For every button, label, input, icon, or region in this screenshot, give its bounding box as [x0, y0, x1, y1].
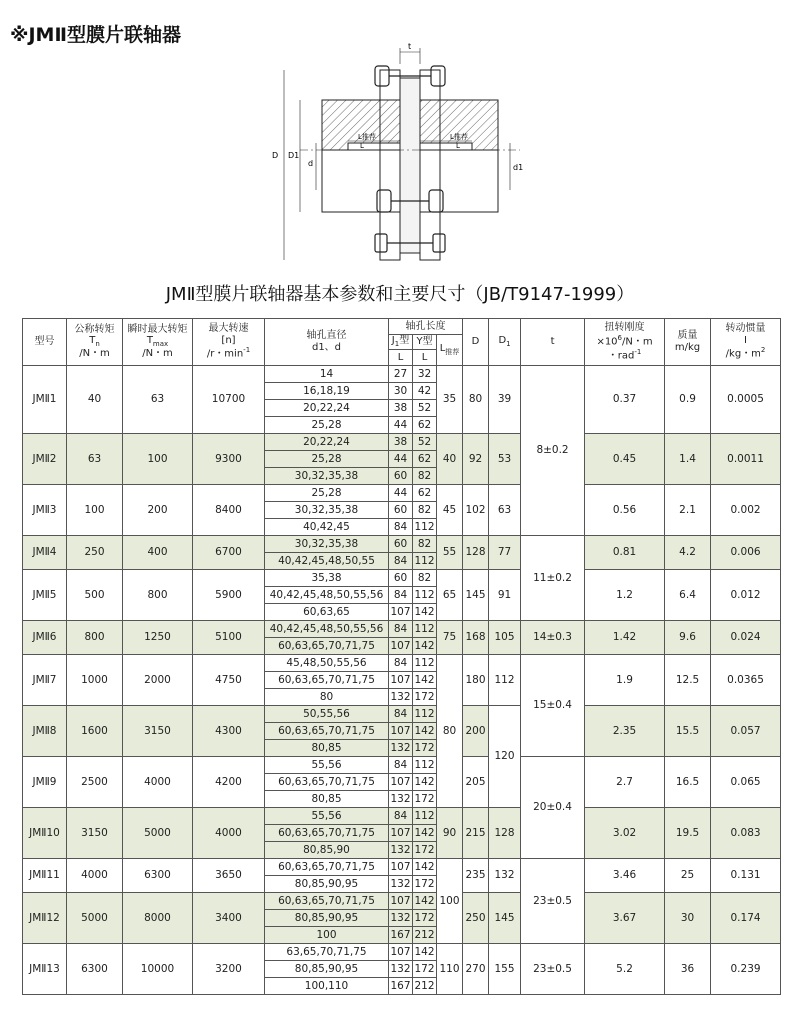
- label-l-left: L: [360, 142, 364, 150]
- table-cell: 44: [389, 416, 413, 433]
- table-cell: 16.5: [665, 756, 711, 807]
- table-cell: 2500: [67, 756, 123, 807]
- table-cell: 0.239: [711, 943, 781, 994]
- table-cell: 250: [463, 892, 489, 943]
- table-cell: 60,63,65,70,71,75: [265, 858, 389, 875]
- table-cell: 4750: [193, 654, 265, 705]
- table-cell: 9.6: [665, 620, 711, 654]
- table-cell: 6.4: [665, 569, 711, 620]
- table-cell: 0.56: [585, 484, 665, 535]
- table-cell: 167: [389, 926, 413, 943]
- spacer: [400, 78, 420, 253]
- table-cell: JMⅡ8: [23, 705, 67, 756]
- table-cell: JMⅡ3: [23, 484, 67, 535]
- table-cell: 84: [389, 756, 413, 773]
- table-cell: 25: [665, 858, 711, 892]
- table-cell: 14: [265, 365, 389, 382]
- table-cell: 112: [413, 756, 437, 773]
- table-cell: 107: [389, 892, 413, 909]
- label-d: d: [308, 159, 314, 168]
- table-cell: JMⅡ12: [23, 892, 67, 943]
- table-cell: 5.2: [585, 943, 665, 994]
- header-mass: 质量 m/kg: [665, 319, 711, 366]
- table-cell: 25,28: [265, 416, 389, 433]
- table-cell: 42: [413, 382, 437, 399]
- table-cell: 167: [389, 977, 413, 994]
- table-cell: 1.42: [585, 620, 665, 654]
- table-cell: 107: [389, 603, 413, 620]
- table-cell: 10000: [123, 943, 193, 994]
- table-cell: 1.2: [585, 569, 665, 620]
- table-row: [23, 484, 781, 501]
- table-cell: 60,63,65,70,71,75: [265, 773, 389, 790]
- header-bore-length: 轴孔长度: [389, 319, 463, 335]
- table-cell: 63: [123, 365, 193, 433]
- table-cell: 52: [413, 399, 437, 416]
- table-cell: 3.67: [585, 892, 665, 943]
- d1-merged: 120: [489, 705, 521, 807]
- table-cell: 60,63,65,70,71,75: [265, 637, 389, 654]
- table-cell: 3150: [67, 807, 123, 858]
- table-cell: 0.81: [585, 535, 665, 569]
- table-cell: 200: [123, 484, 193, 535]
- table-cell: 12.5: [665, 654, 711, 705]
- table-cell: 84: [389, 705, 413, 722]
- table-cell: 270: [463, 943, 489, 994]
- table-cell: 4300: [193, 705, 265, 756]
- table-cell: 62: [413, 450, 437, 467]
- table-cell: 142: [413, 824, 437, 841]
- table-cell: 63: [489, 484, 521, 535]
- table-cell: 100: [67, 484, 123, 535]
- table-cell: 9300: [193, 433, 265, 484]
- table-cell: 10700: [193, 365, 265, 433]
- table-cell: 100,110: [265, 977, 389, 994]
- table-cell: 112: [413, 518, 437, 535]
- table-cell: JMⅡ13: [23, 943, 67, 994]
- table-cell: 30: [389, 382, 413, 399]
- table-cell: 107: [389, 943, 413, 960]
- table-cell: 80,85: [265, 739, 389, 756]
- table-cell: 172: [413, 688, 437, 705]
- table-cell: 0.45: [585, 433, 665, 484]
- header-max-speed: 最大转速 [n] /r・$\min^{-1}$: [193, 319, 265, 366]
- table-cell: 112: [413, 586, 437, 603]
- table-cell: 38: [389, 399, 413, 416]
- table-cell: 172: [413, 875, 437, 892]
- header-j1-type: $J_1$型: [389, 334, 413, 350]
- table-cell: 55: [437, 535, 463, 569]
- table-cell: 80: [265, 688, 389, 705]
- table-cell: 80,85,90: [265, 841, 389, 858]
- table-cell: 0.131: [711, 858, 781, 892]
- t-merged: 11±0.2: [521, 535, 585, 620]
- table-cell: 128: [489, 807, 521, 858]
- table-cell: 1.4: [665, 433, 711, 484]
- table-cell: 5000: [123, 807, 193, 858]
- table-cell: 23±0.5: [521, 943, 585, 994]
- table-cell: 3400: [193, 892, 265, 943]
- t-merged: 8±0.2: [521, 365, 585, 535]
- table-cell: 128: [463, 535, 489, 569]
- table-cell: 112: [489, 654, 521, 705]
- table-cell: 60,63,65: [265, 603, 389, 620]
- table-cell: 168: [463, 620, 489, 654]
- table-cell: 0.012: [711, 569, 781, 620]
- table-cell: 35: [437, 365, 463, 433]
- table-cell: 30,32,35,38: [265, 535, 389, 552]
- header-l-j1: L: [389, 350, 413, 366]
- table-cell: 62: [413, 484, 437, 501]
- table-cell: 142: [413, 773, 437, 790]
- table-cell: 500: [67, 569, 123, 620]
- table-cell: 6700: [193, 535, 265, 569]
- table-cell: 84: [389, 654, 413, 671]
- table-cell: 40,42,45: [265, 518, 389, 535]
- table-cell: 52: [413, 433, 437, 450]
- label-l-right: L: [456, 142, 460, 150]
- table-cell: 1600: [67, 705, 123, 756]
- table-cell: 40,42,45,48,50,55,56: [265, 620, 389, 637]
- table-cell: 84: [389, 518, 413, 535]
- table-cell: 60: [389, 535, 413, 552]
- label-l-rec-right: L推荐: [450, 133, 468, 141]
- table-cell: 1250: [123, 620, 193, 654]
- table-cell: 0.0365: [711, 654, 781, 705]
- table-cell: 172: [413, 960, 437, 977]
- table-cell: JMⅡ4: [23, 535, 67, 569]
- label-t: t: [408, 42, 412, 51]
- table-cell: 107: [389, 671, 413, 688]
- table-cell: JMⅡ11: [23, 858, 67, 892]
- table-cell: 0.065: [711, 756, 781, 807]
- header-t: t: [521, 319, 585, 366]
- table-row: [23, 943, 781, 960]
- table-cell: 5900: [193, 569, 265, 620]
- t-merged: 23±0.5: [521, 858, 585, 943]
- table-cell: 82: [413, 569, 437, 586]
- table-cell: 172: [413, 841, 437, 858]
- table-cell: 60,63,65,70,71,75: [265, 824, 389, 841]
- table-cell: 39: [489, 365, 521, 433]
- table-cell: 132: [389, 688, 413, 705]
- table-cell: 65: [437, 569, 463, 620]
- table-cell: 60,63,65,70,71,75: [265, 671, 389, 688]
- page-heading: ※JMⅡ型膜片联轴器: [10, 24, 181, 46]
- table-cell: 0.9: [665, 365, 711, 433]
- table-cell: 132: [389, 841, 413, 858]
- table-cell: 107: [389, 637, 413, 654]
- lrec-merged: 80: [437, 654, 463, 807]
- table-cell: 5000: [67, 892, 123, 943]
- table-cell: 2.35: [585, 705, 665, 756]
- table-cell: 132: [389, 739, 413, 756]
- table-cell: 32: [413, 365, 437, 382]
- table-cell: 50,55,56: [265, 705, 389, 722]
- table-cell: 112: [413, 705, 437, 722]
- table-cell: 60: [389, 467, 413, 484]
- table-cell: 132: [389, 960, 413, 977]
- table-cell: 30,32,35,38: [265, 501, 389, 518]
- table-row: [23, 756, 781, 773]
- table-row: [23, 620, 781, 637]
- table-cell: 2.7: [585, 756, 665, 807]
- header-D: D: [463, 319, 489, 366]
- table-cell: 40: [437, 433, 463, 484]
- header-model: 型号: [23, 319, 67, 366]
- table-cell: 25,28: [265, 450, 389, 467]
- table-cell: 145: [489, 892, 521, 943]
- table-cell: 0.083: [711, 807, 781, 858]
- table-cell: JMⅡ2: [23, 433, 67, 484]
- table-cell: 6300: [67, 943, 123, 994]
- table-cell: 112: [413, 552, 437, 569]
- table-cell: 53: [489, 433, 521, 484]
- table-cell: 107: [389, 773, 413, 790]
- table-cell: 142: [413, 892, 437, 909]
- table-cell: 142: [413, 858, 437, 875]
- table-cell: 19.5: [665, 807, 711, 858]
- table-cell: 132: [489, 858, 521, 892]
- table-cell: 142: [413, 603, 437, 620]
- table-row: [23, 433, 781, 450]
- header-nominal-torque: 公称转矩 $T_n$ /N・m: [67, 319, 123, 366]
- table-cell: 4000: [193, 807, 265, 858]
- table-cell: 3.02: [585, 807, 665, 858]
- table-cell: JMⅡ7: [23, 654, 67, 705]
- table-row: [23, 858, 781, 875]
- header-max-torque: 瞬时最大转矩 $T_{max}$ /N・m: [123, 319, 193, 366]
- table-cell: 84: [389, 807, 413, 824]
- header-inertia: 转动惯量 I /kg・$m^2$: [711, 319, 781, 366]
- table-cell: 63,65,70,71,75: [265, 943, 389, 960]
- table-cell: 40: [67, 365, 123, 433]
- table-cell: 82: [413, 467, 437, 484]
- table-cell: JMⅡ10: [23, 807, 67, 858]
- table-cell: 172: [413, 739, 437, 756]
- table-cell: 107: [389, 722, 413, 739]
- t-merged: 14±0.3: [521, 620, 585, 654]
- table-cell: 40,42,45,48,50,55,56: [265, 586, 389, 603]
- table-cell: 60,63,65,70,71,75: [265, 722, 389, 739]
- table-row: [23, 807, 781, 824]
- left-hub-body: [322, 150, 400, 212]
- t-merged: 20±0.4: [521, 756, 585, 858]
- table-cell: 172: [413, 790, 437, 807]
- table-cell: 3150: [123, 705, 193, 756]
- label-D1: D1: [288, 151, 300, 160]
- table-cell: 4000: [123, 756, 193, 807]
- table-cell: 142: [413, 637, 437, 654]
- table-cell: 30: [665, 892, 711, 943]
- table-cell: 44: [389, 484, 413, 501]
- table-cell: 0.0005: [711, 365, 781, 433]
- table-cell: 0.057: [711, 705, 781, 756]
- table-cell: 36: [665, 943, 711, 994]
- label-l-rec-left: L推荐: [358, 133, 376, 141]
- table-cell: 60: [389, 501, 413, 518]
- table-cell: 8000: [123, 892, 193, 943]
- table-cell: 212: [413, 926, 437, 943]
- table-cell: 63: [67, 433, 123, 484]
- table-cell: 0.006: [711, 535, 781, 569]
- right-hub-body: [420, 150, 498, 212]
- table-cell: 400: [123, 535, 193, 569]
- table-cell: 1.9: [585, 654, 665, 705]
- table-cell: 15.5: [665, 705, 711, 756]
- table-cell: 20,22,24: [265, 399, 389, 416]
- table-cell: 40,42,45,48,50,55: [265, 552, 389, 569]
- lrec-merged: 100: [437, 858, 463, 943]
- table-cell: 80,85,90,95: [265, 875, 389, 892]
- table-cell: 8400: [193, 484, 265, 535]
- table-cell: 142: [413, 671, 437, 688]
- table-cell: 27: [389, 365, 413, 382]
- table-cell: 4200: [193, 756, 265, 807]
- table-cell: 25,28: [265, 484, 389, 501]
- table-cell: 84: [389, 586, 413, 603]
- table-cell: 75: [437, 620, 463, 654]
- label-d1: d1: [513, 163, 524, 172]
- table-cell: 180: [463, 654, 489, 705]
- table-cell: 44: [389, 450, 413, 467]
- table-cell: 145: [463, 569, 489, 620]
- table-cell: 55,56: [265, 756, 389, 773]
- table-cell: 0.002: [711, 484, 781, 535]
- header-bore-diameter: 轴孔直径 d1、d: [265, 319, 389, 366]
- table-cell: 112: [413, 620, 437, 637]
- table-row: [23, 569, 781, 586]
- table-cell: 0.024: [711, 620, 781, 654]
- table-cell: 112: [413, 654, 437, 671]
- table-cell: 3650: [193, 858, 265, 892]
- table-cell: 172: [413, 909, 437, 926]
- header-D1: $D_1$: [489, 319, 521, 366]
- table-cell: 77: [489, 535, 521, 569]
- table-cell: 107: [389, 858, 413, 875]
- table-cell: 45: [437, 484, 463, 535]
- table-cell: 212: [413, 977, 437, 994]
- table-row: [23, 892, 781, 909]
- table-cell: 91: [489, 569, 521, 620]
- coupling-drawing: [270, 40, 530, 268]
- table-cell: 235: [463, 858, 489, 892]
- table-cell: 110: [437, 943, 463, 994]
- table-cell: 200: [463, 705, 489, 756]
- table-cell: 80: [463, 365, 489, 433]
- table-cell: 82: [413, 501, 437, 518]
- table-cell: 800: [123, 569, 193, 620]
- table-cell: 45,48,50,55,56: [265, 654, 389, 671]
- table-row: [23, 705, 781, 722]
- header-l-recommended: $L_{推荐}$: [437, 334, 463, 365]
- t-merged: 15±0.4: [521, 654, 585, 756]
- header-y-type: Y型: [413, 334, 437, 350]
- table-cell: 107: [389, 824, 413, 841]
- table-row: [23, 535, 781, 552]
- header-l-y: L: [413, 350, 437, 366]
- table-cell: 205: [463, 756, 489, 807]
- table-cell: 35,38: [265, 569, 389, 586]
- table-cell: 112: [413, 807, 437, 824]
- table-cell: 0.0011: [711, 433, 781, 484]
- table-cell: 62: [413, 416, 437, 433]
- table-cell: 215: [463, 807, 489, 858]
- table-cell: 3.46: [585, 858, 665, 892]
- table-cell: 84: [389, 552, 413, 569]
- table-cell: JMⅡ9: [23, 756, 67, 807]
- table-cell: 142: [413, 722, 437, 739]
- table-cell: 92: [463, 433, 489, 484]
- table-cell: 90: [437, 807, 463, 858]
- table-cell: 80,85,90,95: [265, 960, 389, 977]
- table-cell: 2000: [123, 654, 193, 705]
- table-cell: 38: [389, 433, 413, 450]
- table-cell: 16,18,19: [265, 382, 389, 399]
- table-cell: 60,63,65,70,71,75: [265, 892, 389, 909]
- table-cell: 80,85: [265, 790, 389, 807]
- table-row: [23, 654, 781, 671]
- table-cell: 5100: [193, 620, 265, 654]
- right-flange: [420, 70, 440, 260]
- table-cell: 4000: [67, 858, 123, 892]
- label-D: D: [272, 151, 279, 160]
- table-cell: JMⅡ5: [23, 569, 67, 620]
- table-cell: 60: [389, 569, 413, 586]
- table-cell: 84: [389, 620, 413, 637]
- table-cell: 132: [389, 875, 413, 892]
- table-cell: 132: [389, 909, 413, 926]
- table-cell: 80,85,90,95: [265, 909, 389, 926]
- table-cell: 102: [463, 484, 489, 535]
- table-cell: 30,32,35,38: [265, 467, 389, 484]
- table-cell: 800: [67, 620, 123, 654]
- table-cell: JMⅡ1: [23, 365, 67, 433]
- table-cell: 250: [67, 535, 123, 569]
- table-cell: 55,56: [265, 807, 389, 824]
- table-cell: JMⅡ6: [23, 620, 67, 654]
- table-cell: 1000: [67, 654, 123, 705]
- table-cell: 20,22,24: [265, 433, 389, 450]
- header-stiffness: 扭转刚度 $\times 10^6/N$・m ・rad$^{-1}$: [585, 319, 665, 366]
- table-title: JMⅡ型膜片联轴器基本参数和主要尺寸（JB/T9147-1999）: [165, 284, 635, 305]
- table-row: [23, 365, 781, 382]
- table-cell: 82: [413, 535, 437, 552]
- table-cell: 142: [413, 943, 437, 960]
- table-cell: 100: [265, 926, 389, 943]
- table-cell: 2.1: [665, 484, 711, 535]
- table-cell: 6300: [123, 858, 193, 892]
- left-flange: [380, 70, 400, 260]
- parameters-table: [22, 318, 781, 995]
- table-cell: 155: [489, 943, 521, 994]
- table-cell: 105: [489, 620, 521, 654]
- table-cell: 132: [389, 790, 413, 807]
- table-cell: 0.174: [711, 892, 781, 943]
- table-cell: 0.37: [585, 365, 665, 433]
- table-cell: 100: [123, 433, 193, 484]
- table-cell: 4.2: [665, 535, 711, 569]
- table-cell: 3200: [193, 943, 265, 994]
